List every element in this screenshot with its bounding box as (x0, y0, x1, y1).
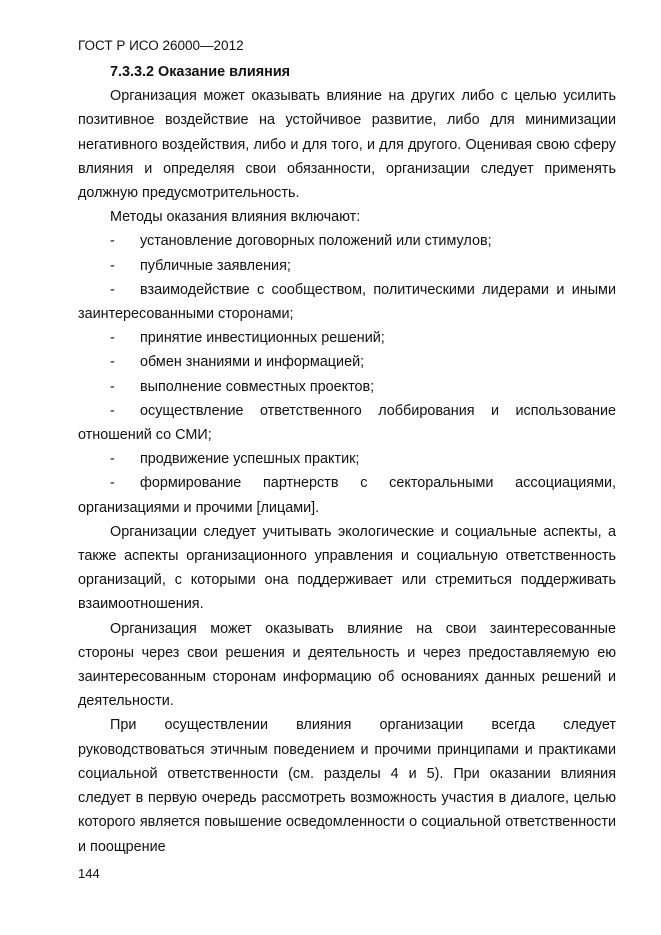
list-dash: - (110, 354, 115, 371)
document-body (78, 60, 616, 859)
list-dash: - (110, 281, 115, 298)
page-number: 144 (78, 866, 100, 881)
paragraph: При осуществлении влияния организации всегда следует руководствоваться этичным поведением и прочими принципами и практиками социальной ответственности (см. разделы 4 и 5). При оказании влияния следует в первую очередь рассмотреть возможность участия в диалоге, целью которого является повышение осведомленности о социальной ответственности и поощрение (78, 717, 616, 855)
paragraph: Методы оказания влияния включают: (110, 209, 361, 226)
list-item (78, 326, 616, 350)
list-item-text: формирование партнерств с секторальными ассоциациями, организациями и прочими [лицами]. (78, 475, 616, 516)
list-item-text: публичные заявления; (140, 257, 291, 274)
document-id-header: ГОСТ Р ИСО 26000—2012 (78, 38, 244, 53)
list-item (78, 278, 616, 326)
list-item-text: принятие инвестиционных решений; (140, 330, 385, 347)
list-item-text: взаимодействие с сообществом, политическими лидерами и иными заинтересованными сторонами; (78, 281, 616, 323)
list-item (78, 254, 616, 278)
list-item (78, 471, 616, 519)
list-item (78, 399, 616, 447)
list-item (78, 229, 616, 253)
list-dash: - (110, 475, 115, 492)
list-item-text: выполнение совместных проектов; (140, 378, 375, 395)
list-dash: - (110, 378, 115, 395)
list-item-text: осуществление ответственного лоббирования и использование отношений со СМИ; (78, 402, 616, 444)
methods-list (78, 229, 616, 519)
paragraph: Организации следует учитывать экологические и социальные аспекты, а также аспекты организационного управления и социальную ответственность организаций, с которыми она поддерживает или стремиться поддерживать взаимоотношения. (78, 523, 616, 613)
list-item-text: обмен знаниями и информацией; (140, 354, 365, 371)
list-item-text: установление договорных положений или стимулов; (140, 233, 492, 250)
list-dash: - (110, 451, 115, 468)
paragraph: Организация может оказывать влияние на других либо с целью усилить позитивное воздействие на устойчивое развитие, либо для минимизации негативного воздействия, либо и для того, и для другого. Оценивая свою сферу влияния и определяя свои обязанности, организации следует применять должную предусмотрительность. (78, 88, 616, 202)
list-item (78, 375, 616, 399)
list-dash: - (110, 402, 115, 419)
section-heading: 7.3.3.2 Оказание влияния (110, 64, 291, 80)
list-item-text: продвижение успешных практик; (140, 451, 360, 468)
list-item (78, 447, 616, 471)
list-dash: - (110, 330, 115, 347)
paragraph: Организация может оказывать влияние на свои заинтересованные стороны через свои решения и деятельность и через предоставляемую ею заинтересованным сторонам информацию об основаниях данных решений и деятельности. (78, 620, 616, 710)
list-dash: - (110, 233, 115, 250)
list-dash: - (110, 257, 115, 274)
list-item (78, 350, 616, 374)
